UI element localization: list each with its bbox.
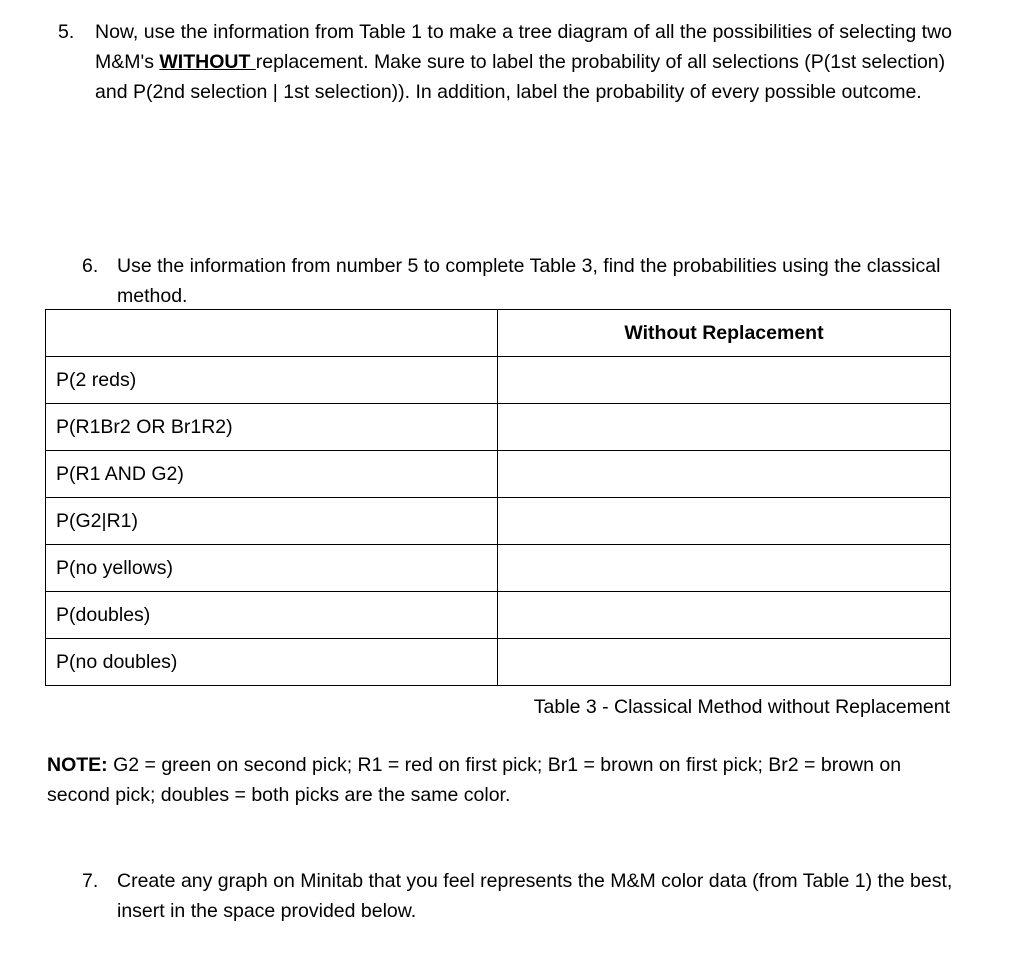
table-row (46, 592, 951, 639)
answer-cell[interactable] (498, 357, 951, 404)
row-label: P(G2|R1) (46, 498, 498, 545)
probability-table (45, 309, 951, 686)
question-5-text-before: Now, use the information from Table 1 to make a tree diagram of all the possibilities of selecting two M&M's (95, 21, 952, 73)
table-row (46, 498, 951, 545)
question-6-number: 6. (82, 255, 99, 277)
question-6-text: Use the information from number 5 to complete Table 3, find the probabilities using the classical method. (117, 255, 941, 307)
note (47, 750, 967, 810)
answer-cell[interactable] (498, 451, 951, 498)
table-row (46, 639, 951, 686)
table-caption: Table 3 - Classical Method without Replacement (533, 696, 950, 718)
question-7-number: 7. (82, 870, 99, 892)
question-5-text (95, 17, 955, 107)
row-label: P(2 reds) (46, 357, 498, 404)
question-5-number: 5. (58, 21, 75, 43)
row-label: P(doubles) (46, 592, 498, 639)
answer-cell[interactable] (498, 592, 951, 639)
row-label: P(no yellows) (46, 545, 498, 592)
row-label: P(R1 AND G2) (46, 451, 498, 498)
question-5-text-after: replacement. Make sure to label the probability of all selections (P(1st selection) and P(2nd selection | 1st selection)). In addition, label the probability of every possible outcome. (95, 51, 946, 103)
question-7-text: Create any graph on Minitab that you feel represents the M&M color data (from Table 1) the best, insert in the space provided below. (117, 870, 953, 922)
table-row (46, 451, 951, 498)
without-emphasis: WITHOUT (159, 51, 256, 73)
table-row (46, 357, 951, 404)
note-text: G2 = green on second pick; R1 = red on first pick; Br1 = brown on first pick; Br2 = brown on second pick; doubles = both picks are the same color. (47, 754, 902, 806)
table-row (46, 545, 951, 592)
answer-cell[interactable] (498, 498, 951, 545)
header-without-replacement: Without Replacement (498, 310, 951, 357)
row-label: P(no doubles) (46, 639, 498, 686)
answer-cell[interactable] (498, 639, 951, 686)
header-blank-cell (46, 310, 498, 357)
row-label: P(R1Br2 OR Br1R2) (46, 404, 498, 451)
table-header-row (46, 310, 951, 357)
answer-cell[interactable] (498, 545, 951, 592)
note-label: NOTE: (47, 754, 108, 776)
answer-cell[interactable] (498, 404, 951, 451)
table-row (46, 404, 951, 451)
